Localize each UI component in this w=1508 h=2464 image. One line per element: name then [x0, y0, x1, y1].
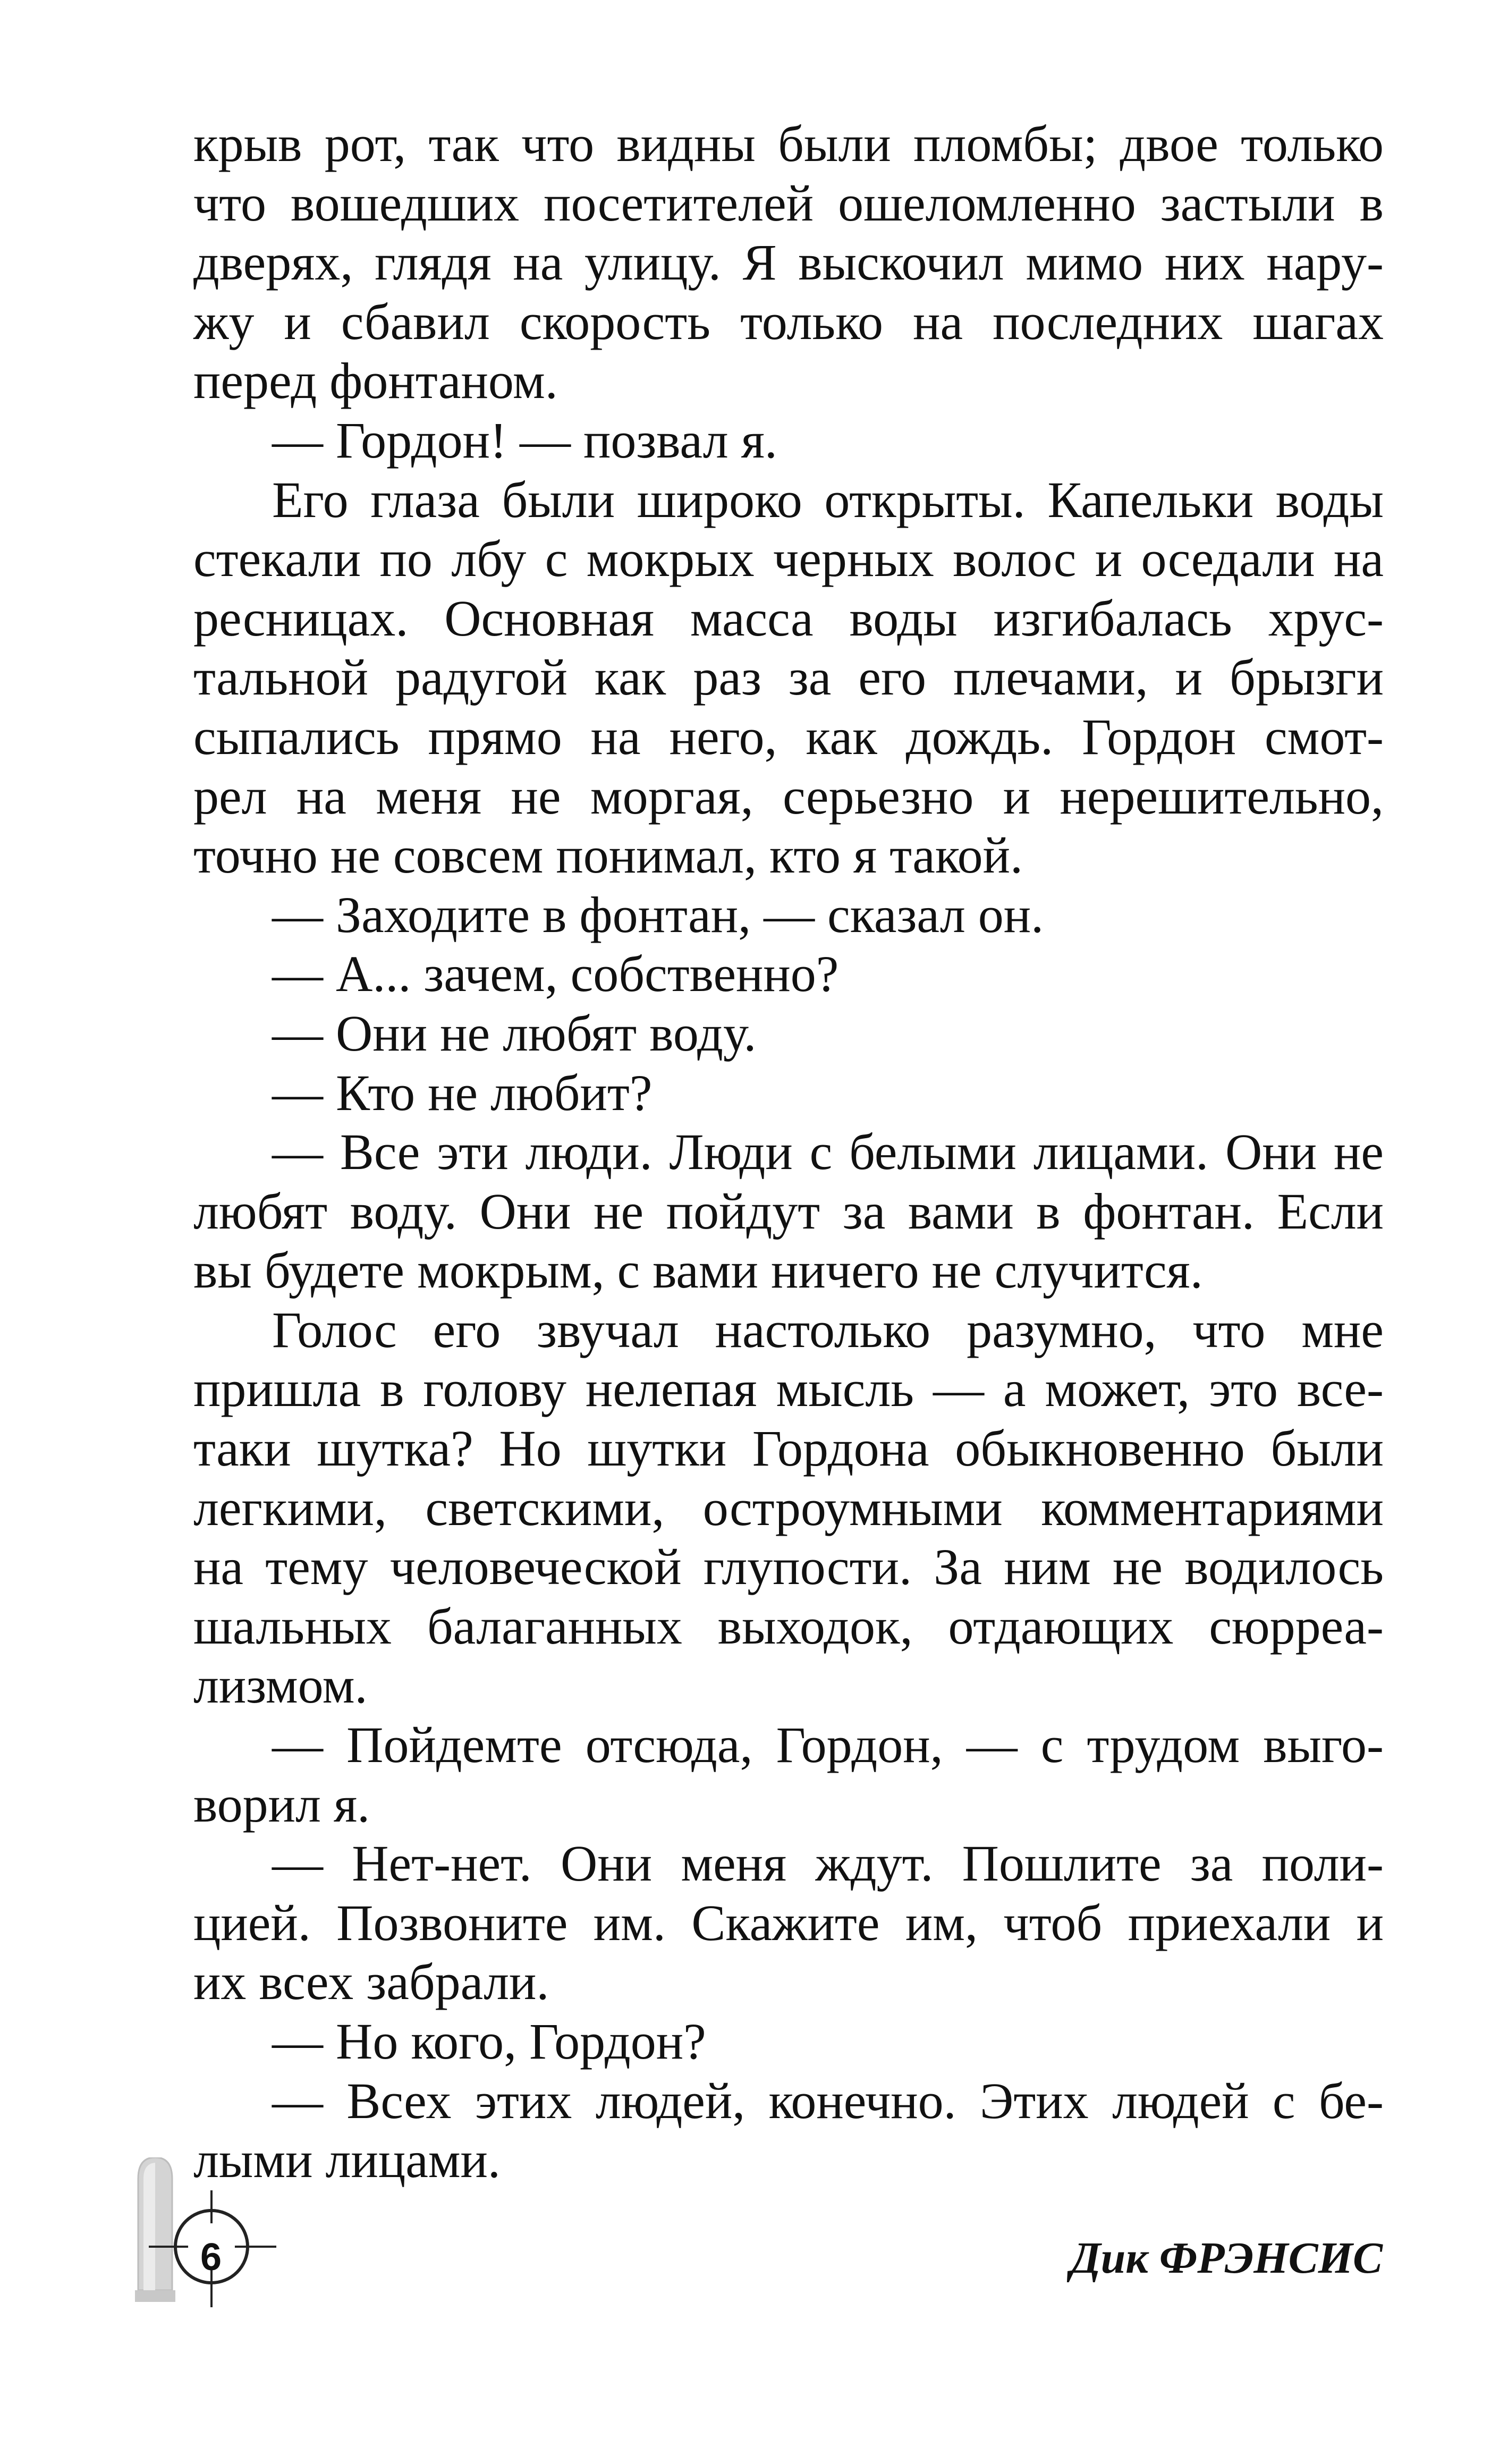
text-line: таки шутка? Но шутки Гордона обыкновенно были [193, 1420, 1384, 1477]
page-number: 6 [200, 2236, 222, 2279]
text-line: — Всех этих людей, конечно. Этих людей с бе- [272, 2072, 1384, 2129]
text-line: — Но кого, Гордон? [272, 2013, 706, 2070]
text-line: цией. Позвоните им. Скажите им, чтоб приехали и [193, 1894, 1384, 1951]
text-line: легкими, светскими, остроумными комментариями [193, 1479, 1384, 1536]
text-line: ресницах. Основная масса воды изгибалась хрус- [193, 589, 1384, 647]
text-line: лизмом. [193, 1657, 368, 1714]
text-line: вы будете мокрым, с вами ничего не случится. [193, 1242, 1203, 1299]
text-line: перед фонтаном. [193, 352, 558, 410]
text-line: — Пойдемте отсюда, Гордон, — с трудом выго- [272, 1716, 1384, 1774]
text-line: Его глаза были широко открыты. Капельки воды [272, 471, 1384, 528]
text-line: — Гордон! — позвал я. [272, 411, 777, 469]
text-line: — Кто не любит? [272, 1064, 653, 1121]
text-line: любят воду. Они не пойдут за вами в фонтан. Если [193, 1182, 1384, 1240]
text-line: жу и сбавил скорость только на последних шагах [193, 293, 1384, 350]
text-line: — Они не любят воду. [272, 1004, 757, 1062]
text-line: — Нет-нет. Они меня ждут. Пошлите за поли- [272, 1835, 1384, 1892]
text-line: сыпались прямо на него, как дождь. Гордон смот- [193, 708, 1384, 765]
text-line: их всех забрали. [193, 1953, 549, 2011]
page-body-text [193, 114, 1384, 2190]
bullet-crosshair-icon [122, 2157, 303, 2311]
text-line: рел на меня не моргая, серьезно и нерешительно, [193, 767, 1384, 825]
text-line: на тему человеческой глупости. За ним не водилось [193, 1538, 1384, 1596]
text-line: точно не совсем понимал, кто я такой. [193, 827, 1023, 884]
text-line: ворил я. [193, 1775, 370, 1833]
text-line: стекали по лбу с мокрых черных волос и оседали на [193, 530, 1384, 588]
text-line: дверях, глядя на улицу. Я выскочил мимо них нару- [193, 234, 1384, 291]
running-footer-author: Дик ФРЭНСИС [1070, 2233, 1383, 2283]
page-footer [0, 2157, 1508, 2317]
text-line: шальных балаганных выходок, отдающих сюрреа- [193, 1597, 1384, 1655]
text-line: тальной радугой как раз за его плечами, и брызги [193, 649, 1384, 706]
text-line: — Все эти люди. Люди с белыми лицами. Они не [272, 1123, 1384, 1181]
text-line: лыми лицами. [193, 2131, 501, 2189]
text-line: Голос его звучал настолько разумно, что мне [272, 1301, 1384, 1358]
text-line: крыв рот, так что видны были пломбы; двое только [193, 115, 1384, 172]
text-line: — Заходите в фонтан, — сказал он. [272, 886, 1044, 943]
text-line: что вошедших посетителей ошеломленно застыли в [193, 174, 1384, 232]
text-line: пришла в голову нелепая мысль — а может, это все- [193, 1360, 1384, 1418]
text-line: — А... зачем, собственно? [272, 945, 839, 1003]
